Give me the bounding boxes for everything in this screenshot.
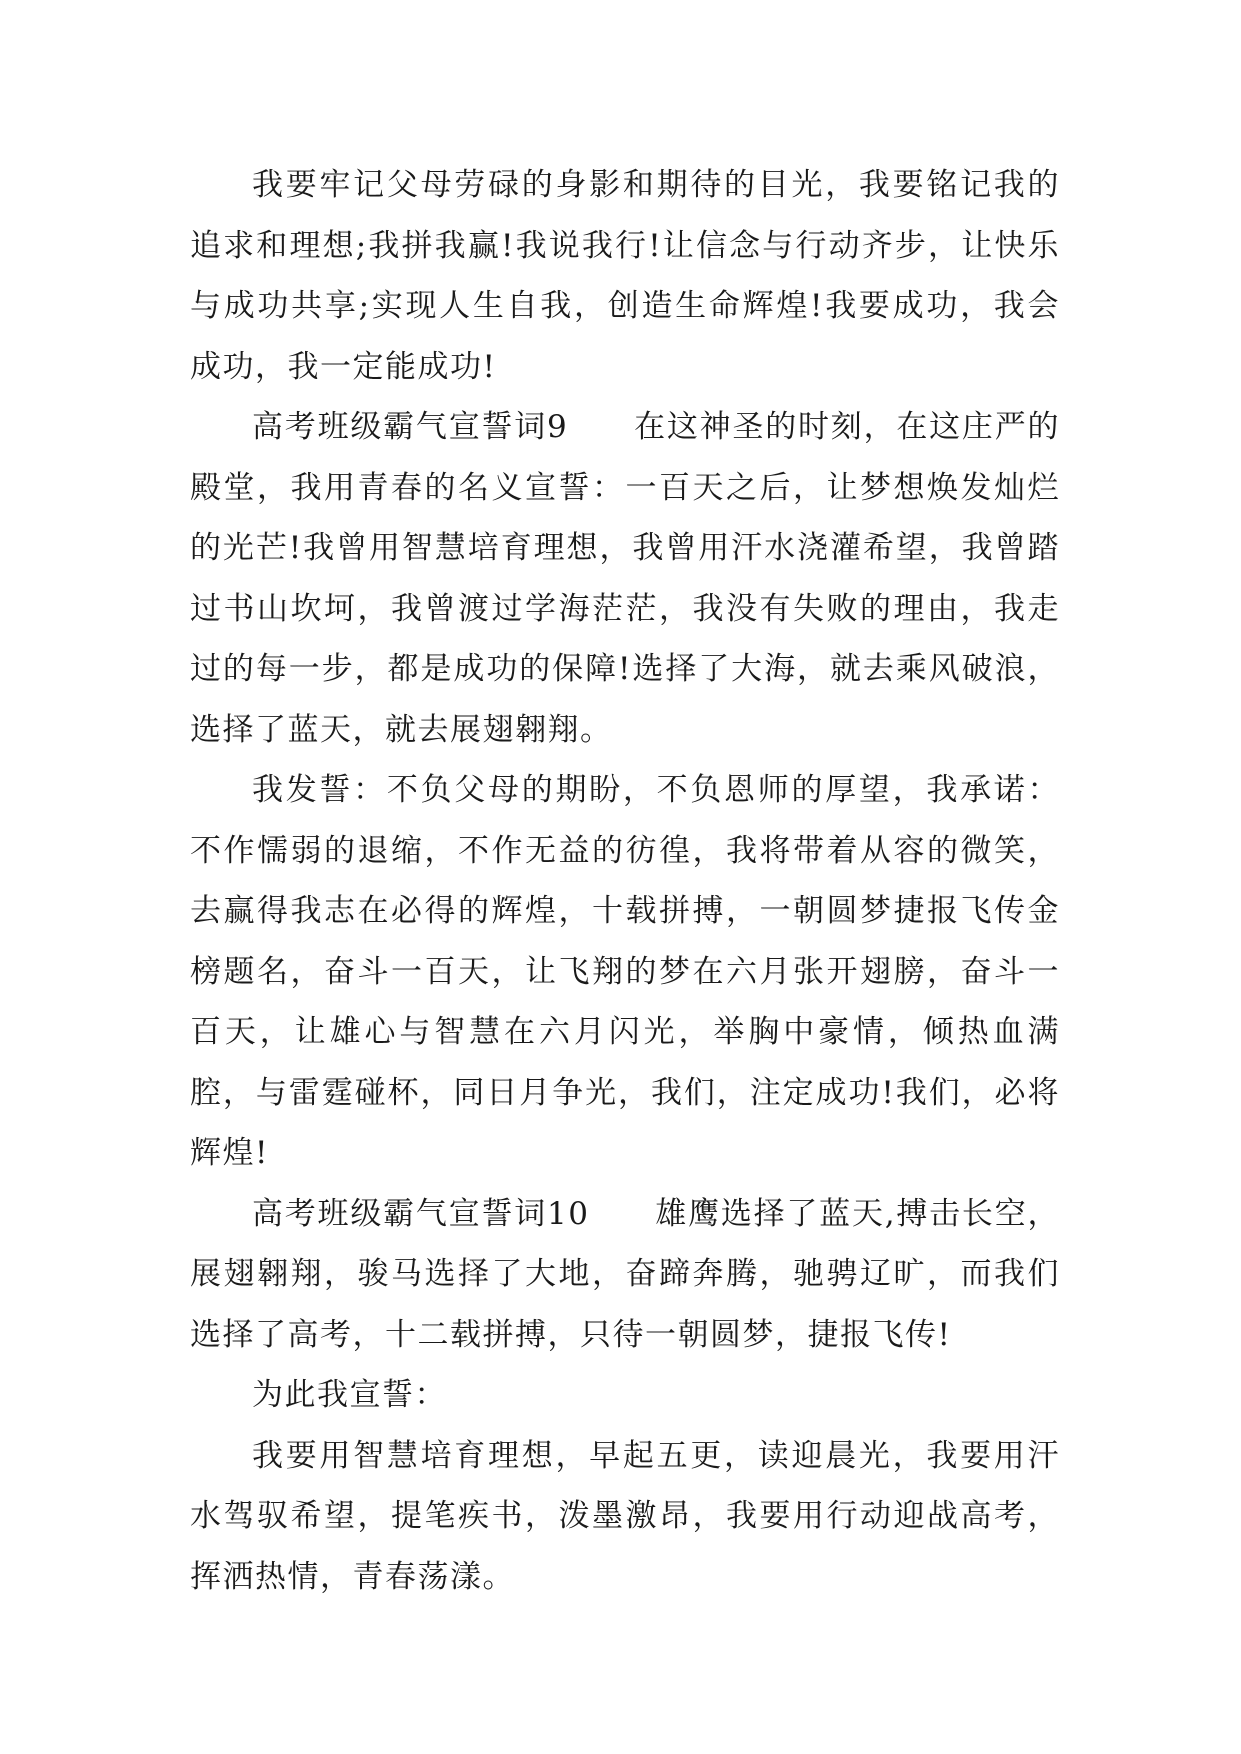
paragraph-oath-intro: 为此我宣誓：: [252, 1377, 447, 1413]
paragraph-pledge-9: 高考班级霸气宣誓词9 在这神圣的时刻，在这庄严的殿堂，我用青春的名义宣誓：一百天之后，让梦想焕发灿烂的光芒!我曾用智慧培育理想，我曾用汗水浇灌希望，我曾踏过书山坎坷，我曾渡过学海茫茫，我没有失败的理由，我走过的每一步，都是成功的保障!选择了大海，就去乘风破浪，选择了蓝天，就去展翅翱翔。: [190, 409, 1060, 748]
paragraph-oath-body: 我要用智慧培育理想，早起五更，读迎晨光，我要用汗水驾驭希望，提笔疾书，泼墨激昂，我要用行动迎战高考，挥洒热情，青春荡漾。: [190, 1437, 1060, 1595]
document-page: [190, 155, 1060, 1607]
paragraph-pledge-10: 高考班级霸气宣誓词10 雄鹰选择了蓝天,搏击长空，展翅翱翔，骏马选择了大地，奋蹄奔腾，驰骋辽旷，而我们选择了高考，十二载拼搏，只待一朝圆梦，捷报飞传!: [190, 1195, 1060, 1353]
paragraph-pledge-parents: 我要牢记父母劳碌的身影和期待的目光，我要铭记我的追求和理想;我拼我赢!我说我行!让信念与行动齐步，让快乐与成功共享;实现人生自我，创造生命辉煌!我要成功，我会成功，我一定能成功!: [190, 167, 1060, 385]
paragraph-vow: 我发誓：不负父母的期盼，不负恩师的厚望，我承诺：不作懦弱的退缩，不作无益的彷徨，我将带着从容的微笑，去赢得我志在必得的辉煌，十载拼搏，一朝圆梦捷报飞传金榜题名，奋斗一百天，让飞翔的梦在六月张开翅膀，奋斗一百天，让雄心与智慧在六月闪光，举胸中豪情，倾热血满腔，与雷霆碰杯，同日月争光，我们，注定成功!我们，必将辉煌!: [190, 772, 1060, 1171]
